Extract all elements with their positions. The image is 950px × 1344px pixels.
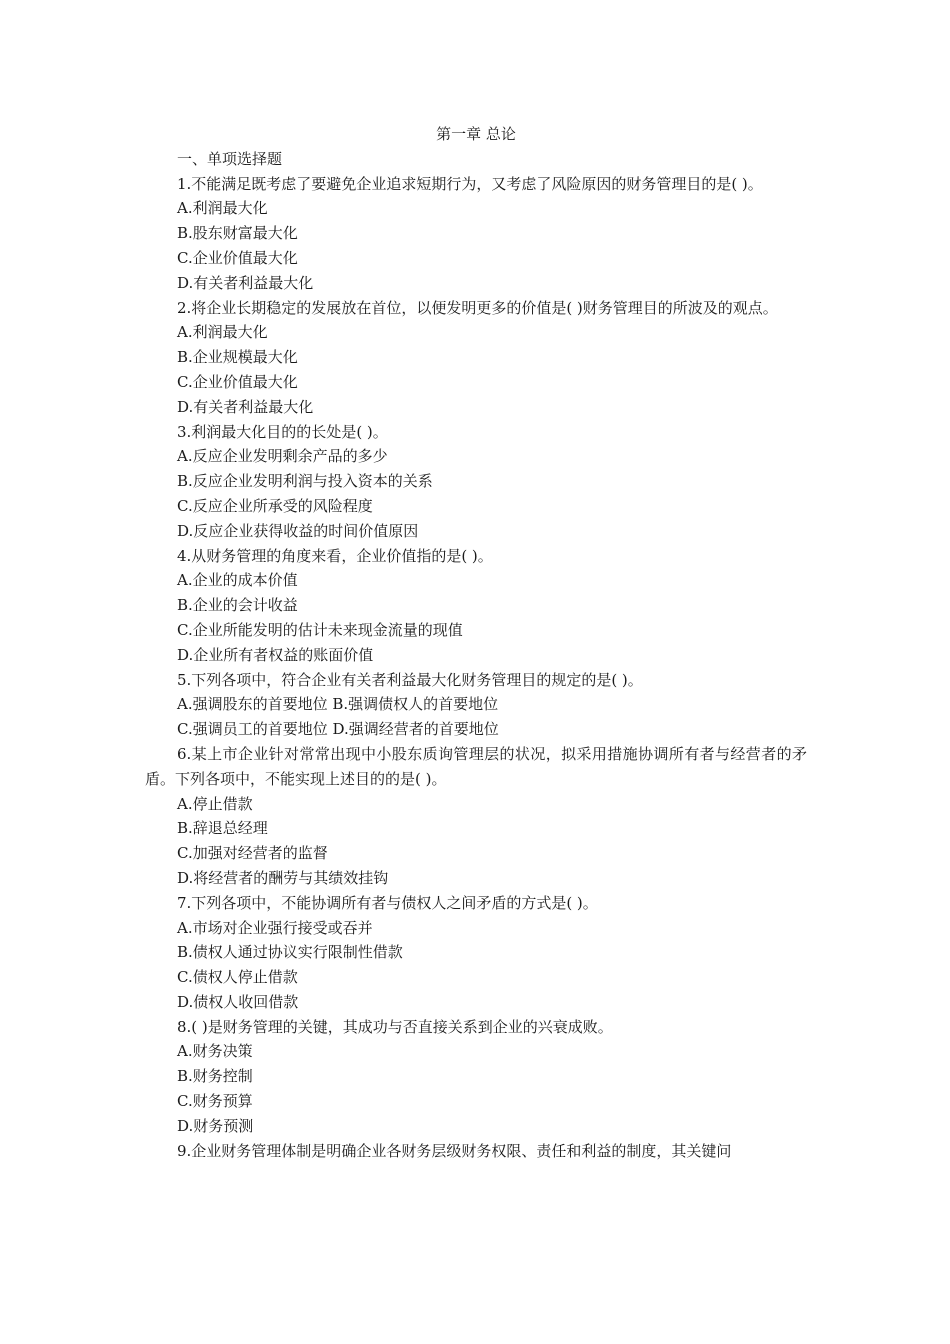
question-2-stem: 2.将企业长期稳定的发展放在首位，以便发明更多的价值是( )财务管理目的所波及的观点。 [177,298,778,317]
question-7-option-c: C.债权人停止借款 [177,968,298,987]
question-6-option-d: D.将经营者的酬劳与其绩效挂钩 [177,868,389,887]
question-4-option-b: B.企业的会计收益 [177,596,298,615]
question-2-option-a: A.利润最大化 [177,323,268,342]
question-1-stem: 1.不能满足既考虑了要避免企业追求短期行为，又考虑了风险原因的财务管理目的是( )。 [177,174,763,193]
question-7-option-d: D.债权人收回借款 [177,992,299,1011]
question-4-option-d: D.企业所有者权益的账面价值 [177,645,374,664]
question-4-stem: 4.从财务管理的角度来看，企业价值指的是( )。 [177,546,493,565]
question-6-option-b: B.辞退总经理 [177,819,268,838]
question-6-option-c: C.加强对经营者的监督 [177,844,328,863]
question-5-options-ab: A.强调股东的首要地位 B.强调债权人的首要地位 [177,695,499,714]
question-1-option-a: A.利润最大化 [177,199,268,218]
question-8-option-a: A.财务决策 [177,1042,253,1061]
question-8-option-c: C.财务预算 [177,1092,253,1111]
question-1-option-b: B.股东财富最大化 [177,224,298,243]
section-heading: 一、单项选择题 [177,149,283,168]
question-1-option-d: D.有关者利益最大化 [177,273,314,292]
question-8-option-d: D.财务预测 [177,1116,254,1135]
question-8-stem: 8.( )是财务管理的关键，其成功与否直接关系到企业的兴衰成败。 [177,1017,613,1036]
question-8-option-b: B.财务控制 [177,1067,253,1086]
question-2-option-c: C.企业价值最大化 [177,372,298,391]
question-5-options-cd: C.强调员工的首要地位 D.强调经营者的首要地位 [177,720,499,739]
question-9-stem: 9.企业财务管理体制是明确企业各财务层级财务权限、责任和利益的制度，其关键问 [177,1141,732,1160]
question-3-option-b: B.反应企业发明利润与投入资本的关系 [177,472,433,491]
question-2-option-b: B.企业规模最大化 [177,348,298,367]
question-7-stem: 7.下列各项中，不能协调所有者与债权人之间矛盾的方式是( )。 [177,893,598,912]
question-4-option-a: A.企业的成本价值 [177,571,298,590]
question-3-option-d: D.反应企业获得收益的时间价值原因 [177,521,419,540]
question-6-option-a: A.停止借款 [177,794,253,813]
document-page [145,122,807,1163]
question-6-stem: 6.某上市企业针对常常出现中小股东质询管理层的状况，拟采用措施协调所有者与经营者的矛盾。下列各项中，不能实现上述目的的是( )。 [145,744,807,788]
question-2-option-d: D.有关者利益最大化 [177,397,314,416]
question-7-option-a: A.市场对企业强行接受或吞并 [177,918,373,937]
question-1-option-c: C.企业价值最大化 [177,248,298,267]
question-3-option-a: A.反应企业发明剩余产品的多少 [177,447,388,466]
question-7-option-b: B.债权人通过协议实行限制性借款 [177,943,403,962]
question-5-stem: 5.下列各项中，符合企业有关者利益最大化财务管理目的规定的是( )。 [177,670,643,689]
question-3-option-c: C.反应企业所承受的风险程度 [177,496,373,515]
question-4-option-c: C.企业所能发明的估计未来现金流量的现值 [177,620,463,639]
chapter-title: 第一章 总论 [436,125,516,143]
question-3-stem: 3.利润最大化目的的长处是( )。 [177,422,388,441]
